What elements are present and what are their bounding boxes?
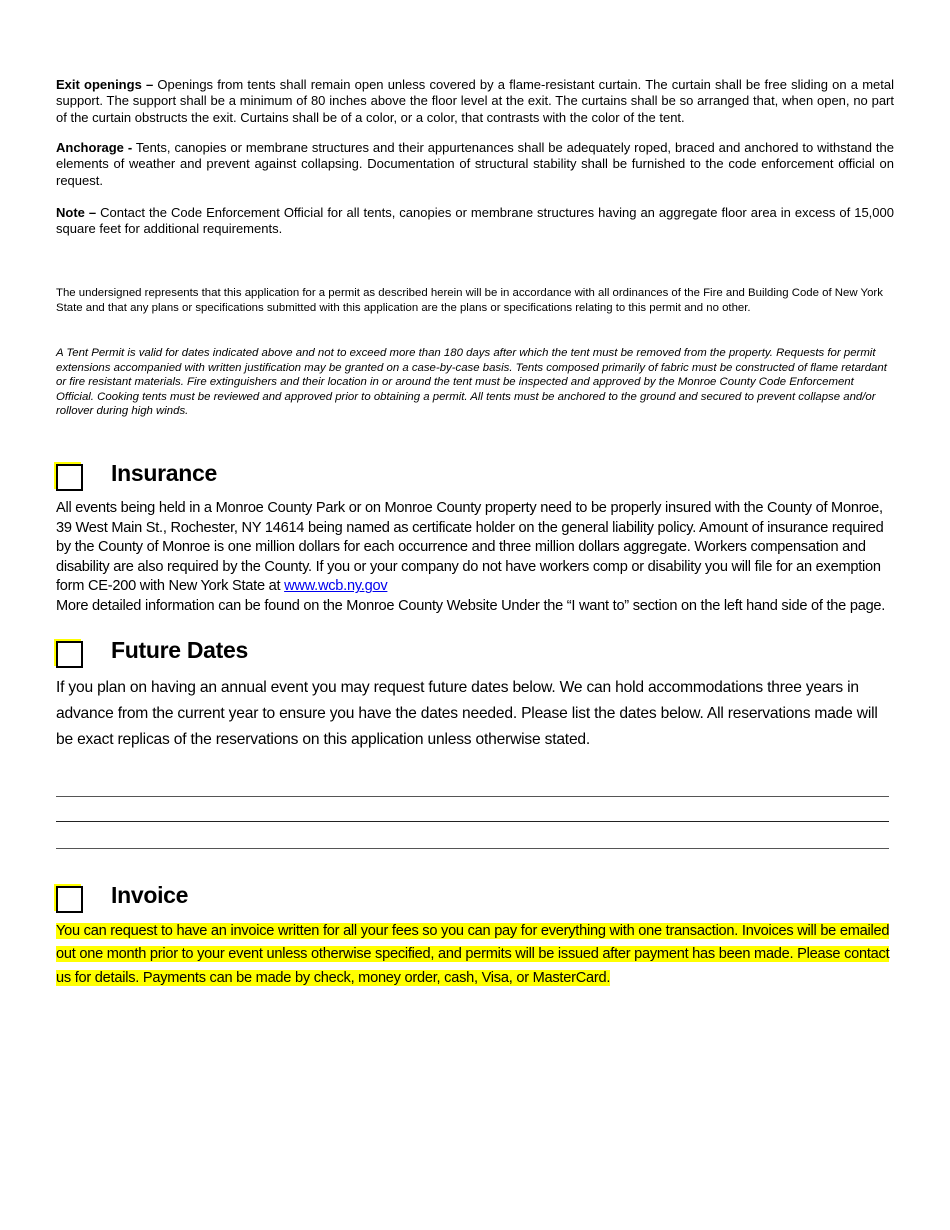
insurance-title: Insurance bbox=[111, 460, 217, 486]
invoice-text: You can request to have an invoice written for all your fees so you can pay for everything with one transaction. Invoices will be emailed out one month prior to your event unless otherwise specified, and permits will be issued after payment has been made. Please contact us for details. Payments can be made by check, money order, cash, Visa, or MasterCard. bbox=[56, 923, 890, 986]
future-dates-paragraph: If you plan on having an annual event you may request future dates below. We can hold accommodations three years in advance from the current year to ensure you have the dates needed. Please list the dates below. All reservations made will be exact replicas of the reservations on this application unless otherwise stated. bbox=[56, 679, 878, 748]
future-date-line-3[interactable] bbox=[56, 848, 889, 849]
insurance-paragraph bbox=[56, 499, 894, 597]
future-dates-checkbox[interactable] bbox=[56, 641, 83, 668]
note-paragraph bbox=[56, 205, 894, 238]
exit-openings-paragraph bbox=[56, 77, 894, 126]
exit-openings-label: Exit openings – bbox=[56, 77, 154, 92]
anchorage-label: Anchorage - bbox=[56, 140, 133, 155]
tent-permit-notice: A Tent Permit is valid for dates indicated above and not to exceed more than 180 days after which the tent must be removed from the property. Requests for permit extensions accompanied with written justification may be granted on a case-by-case basis. Tents composed primarily of fabric must be constructed of flame retardant or fire resistant materials. Fire extinguishers and their location in or around the tent must be inspected and approved by the Monroe County Code Enforcement Official. Cooking tents must be reviewed and approved prior to obtaining a permit. All tents must be anchored to the ground and secured to prevent collapse and/or rollover during high winds. bbox=[56, 347, 887, 417]
anchorage-text: Tents, canopies or membrane structures and their appurtenances shall be adequately roped, braced and anchored to withstand the elements of weather and prevent against collapsing. Documentation of structural stability shall be furnished to the code enforcement official on request. bbox=[56, 140, 895, 188]
insurance-checkbox[interactable] bbox=[56, 464, 83, 491]
invoice-title: Invoice bbox=[111, 882, 189, 908]
wcb-link[interactable]: www.wcb.ny.gov bbox=[284, 578, 388, 595]
insurance-more-info: More detailed information can be found on the Monroe County Website Under the “I want to” section on the left hand side of the page. bbox=[56, 598, 886, 614]
undersigned-statement: The undersigned represents that this application for a permit as described herein will be in accordance with all ordinances of the Fire and Building Code of New York State and that any plans or specifications submitted with this application are the plans or specifications relating to this permit and no other. bbox=[56, 287, 883, 314]
future-date-line-1[interactable] bbox=[56, 796, 889, 797]
insurance-text: All events being held in a Monroe County Park or on Monroe County property need to be properly insured with the County of Monroe, 39 West Main St., Rochester, NY 14614 being named as certificate holder on the general liability policy. Amount of insurance required by the County of Monroe is one million dollars for each occurrence and three million dollars aggregate. Workers compensation and disability are also required by the County. If you or your company do not have workers comp or disability you will file for an exemption form CE-200 with New York State at bbox=[56, 500, 884, 595]
anchorage-paragraph bbox=[56, 140, 894, 189]
note-label: Note – bbox=[56, 205, 97, 220]
invoice-paragraph bbox=[56, 920, 894, 990]
invoice-checkbox[interactable] bbox=[56, 886, 83, 913]
exit-openings-text: Openings from tents shall remain open unless covered by a flame-resistant curtain. The curtain shall be free sliding on a metal support. The support shall be a minimum of 80 inches above the floor level at the exit. The curtains shall be so arranged that, when open, no part of the curtain obstructs the exit. Curtains shall be of a color, or a color, that contrasts with the color of the tent. bbox=[56, 77, 894, 125]
future-dates-title: Future Dates bbox=[111, 637, 248, 663]
note-text: Contact the Code Enforcement Official for all tents, canopies or membrane structures having an aggregate floor area in excess of 15,000 square feet for additional requirements. bbox=[56, 205, 894, 237]
future-date-line-2[interactable] bbox=[56, 821, 889, 822]
